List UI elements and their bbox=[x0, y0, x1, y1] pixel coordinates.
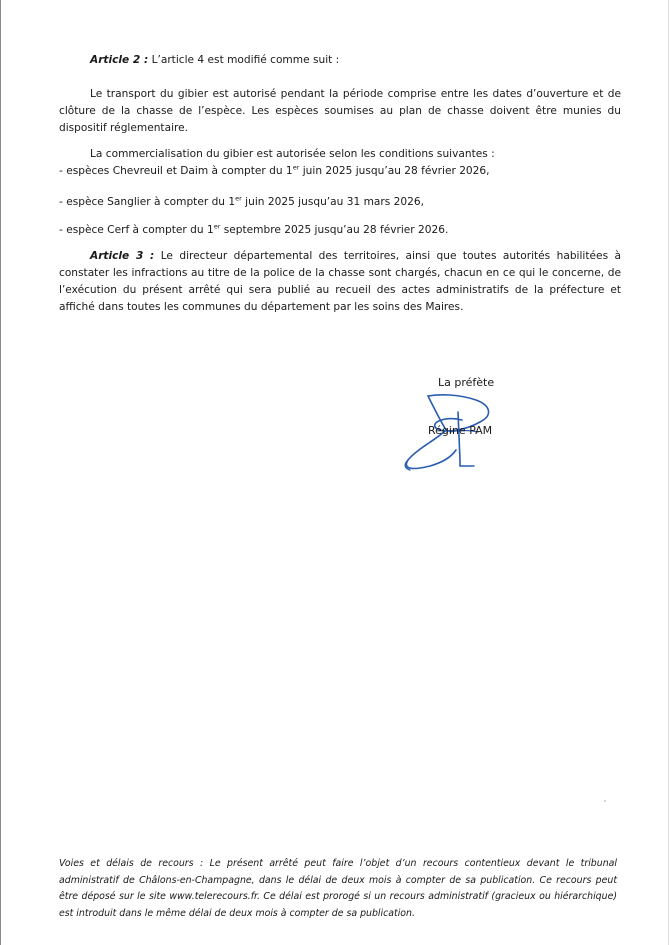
page-left-edge bbox=[0, 0, 1, 945]
article-3-label: Article 3 : bbox=[90, 250, 155, 262]
transport-paragraph: Le transport du gibier est autorisé pendant la période comprise entre les dates d’ouverture et de clôture de la chasse de l’espèce. Les espèces soumises au plan de chasse doivent être munies du dispositif réglementaire. bbox=[59, 88, 621, 134]
species-item: - espèces Chevreuil et Daim à compter du 1er juin 2025 jusqu’au 28 février 2026, bbox=[59, 163, 490, 177]
article-2-label: Article 2 : bbox=[90, 54, 149, 66]
article-3-paragraph bbox=[59, 248, 621, 316]
species-item: - espèce Sanglier à compter du 1er juin 2025 jusqu’au 31 mars 2026, bbox=[59, 194, 424, 208]
signatory-title: La préfète bbox=[438, 376, 495, 389]
page-right-edge bbox=[668, 0, 669, 945]
article-3-text: Le directeur départemental des territoires, ainsi que toutes autorités habilitées à constater les infractions au titre de la police de la chasse sont chargés, chacun en ce qui le concerne, de l’exécution du présent arrêté qui sera publié au recueil des actes administratifs de la préfecture et affiché dans toutes les communes du département par les soins des Maires. bbox=[59, 250, 621, 313]
article-2-heading bbox=[90, 52, 339, 69]
scan-speck bbox=[604, 800, 606, 802]
species-item: - espèce Cerf à compter du 1er septembre 2025 jusqu’au 28 février 2026. bbox=[59, 222, 449, 236]
article-2-text: L’article 4 est modifié comme suit : bbox=[148, 54, 340, 66]
commerce-intro: La commercialisation du gibier est autorisée selon les conditions suivantes : bbox=[90, 148, 495, 160]
signatory-name: Régine PAM bbox=[428, 424, 493, 437]
signature-block bbox=[400, 376, 520, 476]
appeal-notice: Voies et délais de recours : Le présent arrêté peut faire l’objet d’un recours contentieux devant le tribunal administratif de Châlons-en-Champagne, dans le délai de deux mois à compter de sa publication. Ce recours peut être déposé sur le site www.telerecours.fr. Ce délai est prorogé si un recours administratif (gracieux ou hiérarchique) est introduit dans le même délai de deux mois à compter de sa publication. bbox=[59, 858, 617, 919]
